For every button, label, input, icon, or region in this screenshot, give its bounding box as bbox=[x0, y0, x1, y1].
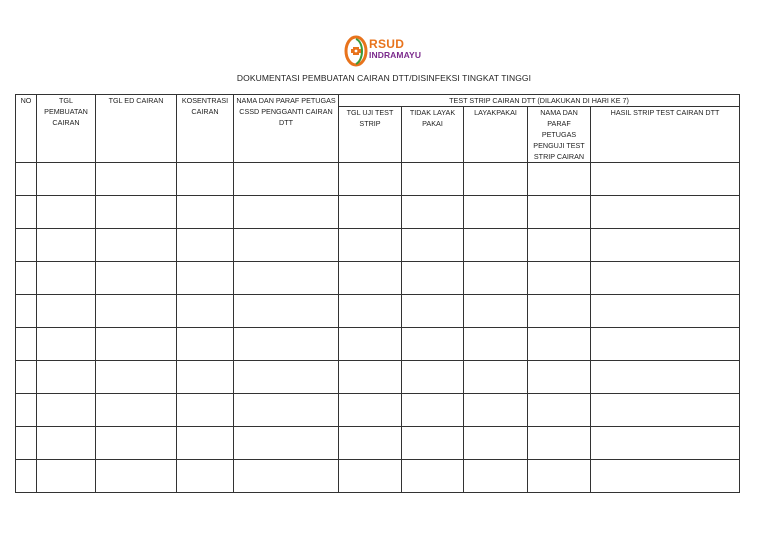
table-cell bbox=[234, 262, 339, 295]
table-cell bbox=[177, 361, 234, 394]
header-no: NO bbox=[16, 95, 37, 163]
header-hasil: HASIL STRIP TEST CAIRAN DTT bbox=[591, 107, 740, 163]
header-row-1 bbox=[16, 95, 740, 107]
table-cell bbox=[37, 163, 96, 196]
table-cell bbox=[402, 229, 464, 262]
table-cell bbox=[37, 460, 96, 493]
table-cell bbox=[591, 229, 740, 262]
table-cell bbox=[16, 394, 37, 427]
table-cell bbox=[528, 394, 591, 427]
table-cell bbox=[402, 460, 464, 493]
logo-name: RSUD bbox=[369, 37, 405, 51]
table-cell bbox=[234, 460, 339, 493]
table-cell bbox=[528, 460, 591, 493]
table-cell bbox=[96, 163, 177, 196]
table-row bbox=[16, 394, 740, 427]
table-cell bbox=[464, 196, 528, 229]
table-cell bbox=[339, 361, 402, 394]
table-cell bbox=[234, 163, 339, 196]
table-cell bbox=[402, 262, 464, 295]
table-row bbox=[16, 229, 740, 262]
table-cell bbox=[339, 427, 402, 460]
rsud-emblem-icon bbox=[344, 34, 370, 68]
table-row bbox=[16, 328, 740, 361]
table-cell bbox=[528, 196, 591, 229]
table-cell bbox=[177, 163, 234, 196]
table-cell bbox=[16, 163, 37, 196]
table-cell bbox=[591, 361, 740, 394]
table-cell bbox=[464, 460, 528, 493]
table-cell bbox=[591, 262, 740, 295]
header-layak: LAYAKPAKAI bbox=[464, 107, 528, 163]
table-cell bbox=[16, 361, 37, 394]
table-cell bbox=[528, 262, 591, 295]
table-cell bbox=[37, 361, 96, 394]
hospital-logo bbox=[344, 34, 430, 68]
table-row bbox=[16, 295, 740, 328]
logo-subname: INDRAMAYU bbox=[369, 50, 422, 60]
table-cell bbox=[339, 163, 402, 196]
table-cell bbox=[37, 229, 96, 262]
table-cell bbox=[528, 229, 591, 262]
table-cell bbox=[464, 295, 528, 328]
table-cell bbox=[16, 295, 37, 328]
table-cell bbox=[16, 427, 37, 460]
table-cell bbox=[16, 229, 37, 262]
table-cell bbox=[177, 229, 234, 262]
table-cell bbox=[37, 196, 96, 229]
table-cell bbox=[464, 328, 528, 361]
table-cell bbox=[96, 361, 177, 394]
table-cell bbox=[16, 196, 37, 229]
table-cell bbox=[464, 427, 528, 460]
header-nama-paraf-cssd: NAMA DAN PARAF PETUGAS CSSD PENGGANTI CAIRAN DTT bbox=[234, 95, 339, 163]
table-cell bbox=[234, 361, 339, 394]
table-row bbox=[16, 361, 740, 394]
table-cell bbox=[16, 262, 37, 295]
table-cell bbox=[528, 295, 591, 328]
table-cell bbox=[37, 295, 96, 328]
table-cell bbox=[234, 328, 339, 361]
table-cell bbox=[402, 163, 464, 196]
table-cell bbox=[339, 295, 402, 328]
header-konsentrasi: KOSENTRASI CAIRAN bbox=[177, 95, 234, 163]
table-cell bbox=[96, 394, 177, 427]
table-cell bbox=[464, 361, 528, 394]
table-row bbox=[16, 163, 740, 196]
table-row bbox=[16, 460, 740, 493]
header-tgl-pembuatan: TGL PEMBUATAN CAIRAN bbox=[37, 95, 96, 163]
table-row bbox=[16, 196, 740, 229]
table-cell bbox=[37, 328, 96, 361]
table-cell bbox=[402, 394, 464, 427]
table-cell bbox=[96, 460, 177, 493]
table-cell bbox=[96, 262, 177, 295]
table-cell bbox=[96, 427, 177, 460]
table-cell bbox=[528, 328, 591, 361]
table-cell bbox=[528, 163, 591, 196]
table-cell bbox=[96, 328, 177, 361]
table-cell bbox=[591, 394, 740, 427]
table-cell bbox=[591, 196, 740, 229]
table-cell bbox=[234, 427, 339, 460]
table-cell bbox=[591, 295, 740, 328]
header-tidak-layak: TIDAK LAYAK PAKAI bbox=[402, 107, 464, 163]
table-cell bbox=[234, 196, 339, 229]
table-cell bbox=[339, 262, 402, 295]
table-cell bbox=[234, 394, 339, 427]
table-cell bbox=[402, 328, 464, 361]
table-cell bbox=[177, 460, 234, 493]
table-cell bbox=[177, 262, 234, 295]
table-cell bbox=[339, 394, 402, 427]
table-cell bbox=[464, 229, 528, 262]
table-cell bbox=[528, 361, 591, 394]
header-tgl-ed: TGL ED CAIRAN bbox=[96, 95, 177, 163]
table-cell bbox=[591, 427, 740, 460]
documentation-table bbox=[15, 94, 740, 493]
table-cell bbox=[37, 394, 96, 427]
table-cell bbox=[339, 460, 402, 493]
table-cell bbox=[464, 394, 528, 427]
table-cell bbox=[339, 229, 402, 262]
table-cell bbox=[16, 328, 37, 361]
header-nama-penguji: NAMA DAN PARAF PETUGAS PENGUJI TEST STRIP CAIRAN bbox=[528, 107, 591, 163]
table-cell bbox=[177, 427, 234, 460]
table-cell bbox=[177, 196, 234, 229]
table-cell bbox=[402, 295, 464, 328]
table-cell bbox=[402, 427, 464, 460]
table-cell bbox=[96, 295, 177, 328]
table-cell bbox=[528, 427, 591, 460]
header-test-strip-group: TEST STRIP CAIRAN DTT (DILAKUKAN DI HARI KE 7) bbox=[339, 95, 740, 107]
table-cell bbox=[16, 460, 37, 493]
table-cell bbox=[177, 328, 234, 361]
table-cell bbox=[96, 196, 177, 229]
table-cell bbox=[402, 196, 464, 229]
table-row bbox=[16, 427, 740, 460]
table-cell bbox=[402, 361, 464, 394]
table-cell bbox=[177, 295, 234, 328]
table-cell bbox=[96, 229, 177, 262]
table-cell bbox=[339, 328, 402, 361]
table-cell bbox=[591, 328, 740, 361]
table-row bbox=[16, 262, 740, 295]
document-title: DOKUMENTASI PEMBUATAN CAIRAN DTT/DISINFEKSI TINGKAT TINGGI bbox=[236, 73, 532, 83]
table-cell bbox=[177, 394, 234, 427]
table-cell bbox=[591, 163, 740, 196]
header-tgl-uji: TGL UJI TEST STRIP bbox=[339, 107, 402, 163]
table-cell bbox=[339, 196, 402, 229]
table-cell bbox=[464, 163, 528, 196]
table-cell bbox=[37, 427, 96, 460]
table-cell bbox=[591, 460, 740, 493]
table-cell bbox=[464, 262, 528, 295]
table-cell bbox=[37, 262, 96, 295]
table-cell bbox=[234, 229, 339, 262]
table-cell bbox=[234, 295, 339, 328]
